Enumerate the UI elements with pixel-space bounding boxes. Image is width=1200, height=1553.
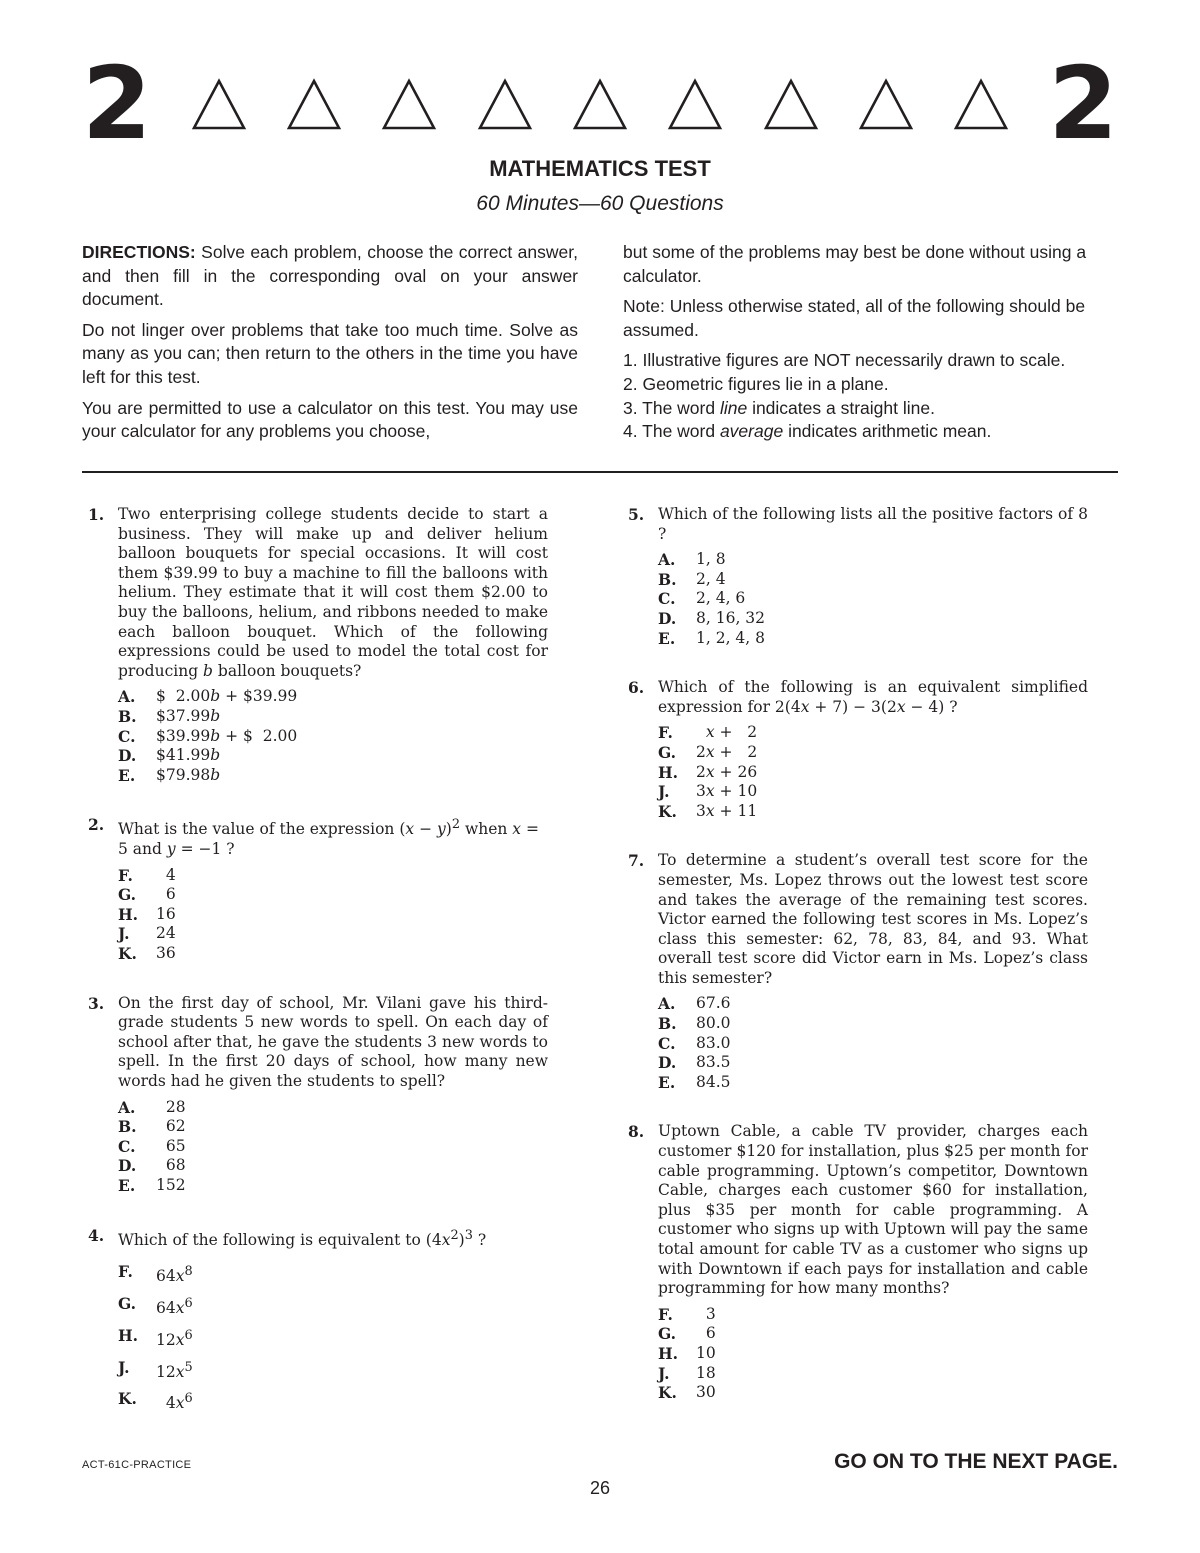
- math-variable: x: [175, 1330, 185, 1349]
- assumption-item: [623, 420, 1119, 444]
- question-text-part: Two enterprising college students decide to start a business. They will make up and deliver helium balloon bouquets for special occasions. It will cost them $39.99 to buy a machine to fill the balloons with helium. They estimate that it will cost them $2.00 to buy the balloons, helium, and ribbons needed to make each balloon bouquet. Which of the following expressions could be used to model the total cost for producing: [118, 505, 548, 680]
- math-variable: x: [896, 697, 906, 716]
- choice-value: [696, 743, 757, 763]
- choice-part: 12: [156, 1330, 176, 1349]
- choice-part: + $39.99: [220, 687, 298, 706]
- math-variable: b: [210, 687, 221, 706]
- answer-choice[interactable]: [118, 727, 548, 747]
- math-exponent: 2: [451, 817, 461, 833]
- question-text: Which of the following lists all the positive factors of 8 ?: [658, 505, 1088, 543]
- answer-choice[interactable]: [658, 629, 1088, 649]
- section-number-left: 2: [82, 45, 152, 162]
- question-number: 6.: [628, 678, 645, 698]
- question-text: [118, 505, 548, 681]
- choice-label: J.: [658, 1363, 670, 1383]
- choice-value: 2, 4: [696, 569, 726, 588]
- choice-value: 18: [696, 1363, 716, 1382]
- directions-text-1: Solve each problem, choose the correct answer, and then fill in the corresponding oval on your answer document.: [82, 242, 578, 310]
- answer-choice[interactable]: [118, 905, 548, 925]
- answer-choice[interactable]: [118, 1098, 548, 1118]
- triangle-icon: [953, 76, 1009, 132]
- choice-value: 36: [156, 944, 176, 963]
- assumption-emphasis: line: [719, 397, 748, 418]
- answer-choice[interactable]: [118, 1294, 548, 1319]
- answer-choice[interactable]: [658, 1014, 1088, 1034]
- choice-label: E.: [118, 765, 136, 785]
- choice-label: F.: [118, 1262, 133, 1282]
- choice-value: 67.6: [696, 994, 731, 1013]
- question-2: [88, 815, 548, 963]
- choice-label: K.: [658, 801, 677, 821]
- choice-part: 2: [696, 742, 706, 761]
- section-banner: [82, 45, 1118, 162]
- choice-value: [156, 687, 297, 707]
- answer-choice[interactable]: [118, 1156, 548, 1176]
- math-variable: b: [210, 706, 221, 725]
- question-text-part: −: [414, 820, 437, 839]
- questions-left-column: [88, 505, 548, 1444]
- question-text: [118, 1226, 548, 1251]
- assumption-item: [623, 397, 1119, 421]
- choice-value: 8, 16, 32: [696, 608, 766, 627]
- question-text-part: balloon bouquets?: [212, 661, 362, 680]
- choice-value: 10: [696, 1343, 716, 1362]
- answer-choice[interactable]: [118, 1137, 548, 1157]
- choice-value: [696, 763, 757, 783]
- answer-choice[interactable]: [118, 1262, 548, 1287]
- math-variable: x: [441, 1230, 451, 1249]
- choice-value: [156, 1294, 193, 1319]
- answer-choice[interactable]: [118, 1389, 548, 1414]
- question-number: 8.: [628, 1122, 645, 1142]
- choice-value: [156, 707, 220, 727]
- go-on-instruction: GO ON TO THE NEXT PAGE.: [834, 1450, 1118, 1473]
- choice-label: J.: [118, 1357, 130, 1377]
- directions-right: [623, 241, 1119, 444]
- choice-label: C.: [658, 1033, 676, 1053]
- choice-part: 2: [696, 762, 706, 781]
- answer-choice[interactable]: [118, 1326, 548, 1351]
- math-variable: x: [705, 801, 715, 820]
- choice-part: + 2: [714, 723, 758, 742]
- choice-label: H.: [118, 1325, 139, 1345]
- question-3: [88, 994, 548, 1196]
- choice-value: 152: [156, 1175, 186, 1194]
- choice-label: B.: [658, 1014, 677, 1034]
- choice-label: K.: [658, 1383, 677, 1403]
- choice-label: K.: [118, 944, 137, 964]
- answer-choice[interactable]: [658, 589, 1088, 609]
- choice-part: [696, 723, 706, 741]
- math-variable: y: [166, 840, 176, 859]
- choice-label: A.: [658, 994, 676, 1014]
- directions-left: [82, 241, 578, 451]
- question-text-part: ): [458, 1230, 465, 1249]
- question-text-part: ?: [472, 1230, 487, 1249]
- triangle-icon: [858, 76, 914, 132]
- question-text-part: Which of the following is equivalent to (4: [118, 1230, 442, 1249]
- triangle-icon: [763, 76, 819, 132]
- question-8: [628, 1122, 1088, 1402]
- choice-label: E.: [118, 1175, 136, 1195]
- directions-paragraph-3: You are permitted to use a calculator on this test. You may use your calculator for any problems you choose,: [82, 397, 578, 442]
- choice-value: 65: [156, 1136, 186, 1155]
- question-text-part: + 7) − 3(2: [809, 697, 897, 716]
- answer-choice[interactable]: [118, 866, 548, 886]
- questions-right-column: [628, 505, 1088, 1433]
- choice-part: + $ 2.00: [220, 726, 298, 745]
- question-text: To determine a student’s overall test score for the semester, Ms. Lopez throws out the lowest test score and takes the average of the remaining test scores. Victor earned the following test scores in Ms. Lopez’s class this semester: 62, 78, 83, 84, and 93. What overall test score did Victor earn in Ms. Lopez’s class this semester?: [658, 851, 1088, 987]
- choice-part: 12: [156, 1362, 176, 1381]
- choice-label: F.: [118, 865, 133, 885]
- answer-choices: [118, 1262, 548, 1414]
- answer-choice[interactable]: [658, 1383, 1088, 1403]
- question-1: [88, 505, 548, 785]
- question-number: 1.: [88, 505, 105, 524]
- triangle-icon: [667, 76, 723, 132]
- directions-label: DIRECTIONS:: [82, 242, 196, 262]
- math-exponent: 6: [184, 1391, 193, 1407]
- question-text-part: What is the value of the expression (: [118, 820, 406, 839]
- choice-label: J.: [658, 782, 670, 802]
- answer-choice[interactable]: [658, 782, 1088, 802]
- assumption-item: 2. Geometric figures lie in a plane.: [623, 373, 889, 394]
- choice-label: H.: [118, 904, 139, 924]
- question-text-part: = 5 and: [118, 820, 539, 859]
- choice-value: 4: [156, 865, 176, 884]
- choice-value: 6: [156, 885, 176, 904]
- question-6: [628, 678, 1088, 821]
- assumption-text: indicates arithmetic mean.: [783, 421, 992, 442]
- assumption-emphasis: average: [719, 421, 784, 442]
- answer-choice[interactable]: [658, 609, 1088, 629]
- choice-part: + 2: [714, 742, 758, 761]
- choice-value: 28: [156, 1097, 186, 1116]
- choice-label: J.: [118, 924, 130, 944]
- math-variable: x: [175, 1267, 185, 1286]
- math-variable: x: [512, 820, 522, 839]
- triangle-icon: [477, 76, 533, 132]
- math-exponent: 6: [184, 1327, 193, 1343]
- math-variable: b: [210, 746, 221, 765]
- choice-label: A.: [118, 687, 136, 707]
- choice-label: G.: [118, 1294, 137, 1314]
- triangle-icon: [191, 76, 247, 132]
- assumption-text: 4. The word: [623, 421, 720, 442]
- math-exponent: 3: [464, 1227, 473, 1243]
- choice-label: B.: [118, 706, 137, 726]
- question-number: 3.: [88, 993, 105, 1013]
- test-subtitle: 60 Minutes—60 Questions: [476, 192, 724, 215]
- answer-choices: [118, 866, 548, 964]
- choice-value: 80.0: [696, 1014, 731, 1033]
- choice-label: A.: [658, 550, 676, 570]
- answer-choices: [658, 723, 1088, 821]
- answer-choice[interactable]: [658, 994, 1088, 1014]
- math-variable: x: [405, 820, 415, 839]
- question-text: On the first day of school, Mr. Vilani gave his third-grade students 5 new words to spell. On each day of school after that, he gave the students 3 new words to spell. In the first 20 days of school, how many new words had he given the students to spell?: [118, 993, 548, 1090]
- math-exponent: 8: [184, 1264, 193, 1280]
- assumptions-list: [623, 349, 1119, 443]
- math-variable: x: [705, 723, 715, 742]
- choice-label: A.: [118, 1097, 136, 1117]
- choice-value: [156, 727, 297, 747]
- question-text-part: when: [460, 820, 513, 839]
- choice-label: G.: [658, 742, 677, 762]
- choice-value: 2, 4, 6: [696, 589, 746, 608]
- section-divider: [82, 471, 1118, 473]
- directions-paragraph-1: [82, 241, 578, 312]
- choice-part: + 11: [714, 801, 758, 820]
- math-variable: x: [800, 697, 810, 716]
- math-variable: b: [210, 726, 221, 745]
- choice-value: 3: [696, 1304, 716, 1323]
- assumption-text: 3. The word: [623, 397, 720, 418]
- answer-choice[interactable]: [658, 1034, 1088, 1054]
- math-exponent: 5: [184, 1359, 193, 1375]
- answer-choice[interactable]: [118, 707, 548, 727]
- answer-choice[interactable]: [658, 1053, 1088, 1073]
- choice-part: 64: [156, 1299, 176, 1318]
- choice-part: $39.99: [156, 726, 211, 745]
- answer-choice[interactable]: [658, 550, 1088, 570]
- answer-choice[interactable]: [118, 885, 548, 905]
- choice-value: 1, 2, 4, 8: [696, 628, 766, 647]
- math-variable: x: [175, 1362, 185, 1381]
- choice-value: 84.5: [696, 1072, 731, 1091]
- question-text: [658, 678, 1088, 717]
- math-variable: x: [705, 782, 715, 801]
- choice-part: 4: [156, 1394, 176, 1413]
- math-variable: b: [203, 661, 213, 680]
- choice-label: H.: [658, 1343, 679, 1363]
- choice-part: $ 2.00: [156, 687, 211, 706]
- answer-choice[interactable]: [118, 746, 548, 766]
- answer-choice[interactable]: [118, 944, 548, 964]
- math-variable: x: [705, 762, 715, 781]
- choice-value: 83.5: [696, 1053, 731, 1072]
- answer-choice[interactable]: [658, 1324, 1088, 1344]
- answer-choice[interactable]: [118, 924, 548, 944]
- question-text: Uptown Cable, a cable TV provider, charges each customer $120 for installation, plus $25 per month for cable programming. Uptown’s competitor, Downtown Cable, charges each customer $60 for installation, plus $35 per month for cable programming. A customer who signs up with Uptown will pay the same total amount for cable TV as a customer who signs up with Downtown if each pays for installation and cable programming for how many months?: [658, 1122, 1088, 1298]
- choice-value: [156, 746, 220, 766]
- choice-value: [156, 1389, 193, 1414]
- directions-note: Note: Unless otherwise stated, all of the following should be assumed.: [623, 296, 1086, 340]
- question-text-part: = −1 ?: [175, 840, 235, 859]
- triangle-icon: [381, 76, 437, 132]
- choice-label: F.: [658, 1304, 673, 1324]
- section-number-right: 2: [1048, 45, 1118, 162]
- question-text-part: ): [445, 820, 452, 839]
- choice-value: [696, 723, 757, 743]
- answer-choice[interactable]: [658, 1344, 1088, 1364]
- choice-value: 16: [156, 904, 176, 923]
- question-text: [118, 815, 548, 859]
- math-variable: x: [175, 1299, 185, 1318]
- choice-label: G.: [118, 885, 137, 905]
- answer-choice[interactable]: [118, 687, 548, 707]
- choice-part: 3: [696, 801, 706, 820]
- answer-choices: [658, 550, 1088, 648]
- answer-choice[interactable]: [118, 1358, 548, 1383]
- answer-choice[interactable]: [658, 570, 1088, 590]
- choice-part: + 10: [714, 782, 758, 801]
- test-title: MATHEMATICS TEST: [489, 156, 711, 181]
- triangle-icon: [572, 76, 628, 132]
- choice-part: $79.98: [156, 765, 211, 784]
- choice-value: [156, 1358, 193, 1383]
- math-variable: b: [210, 765, 221, 784]
- assumption-text: indicates a straight line.: [747, 397, 935, 418]
- answer-choices: [658, 1305, 1088, 1403]
- choice-label: G.: [658, 1324, 677, 1344]
- answer-choice[interactable]: [658, 743, 1088, 763]
- answer-choice[interactable]: [658, 802, 1088, 822]
- answer-choice[interactable]: [658, 723, 1088, 743]
- choice-label: C.: [118, 1136, 136, 1156]
- choice-label: B.: [118, 1117, 137, 1137]
- choice-label: D.: [658, 1053, 677, 1073]
- choice-value: [696, 802, 757, 822]
- answer-choices: [658, 994, 1088, 1092]
- answer-choice[interactable]: [118, 1117, 548, 1137]
- choice-label: B.: [658, 569, 677, 589]
- directions-paragraph-3-continued: but some of the problems may best be done without using a calculator.: [623, 242, 1087, 286]
- choice-value: 6: [696, 1324, 716, 1343]
- choice-part: $37.99: [156, 706, 211, 725]
- choice-part: $41.99: [156, 746, 211, 765]
- choice-label: C.: [118, 726, 136, 746]
- question-7: [628, 851, 1088, 1092]
- choice-value: [156, 1326, 193, 1351]
- choice-label: E.: [658, 628, 676, 648]
- directions-paragraph-2: Do not linger over problems that take too much time. Solve as many as you can; then return to the others in the time you have left for this test.: [82, 319, 578, 387]
- choice-label: K.: [118, 1389, 137, 1409]
- page-number: 26: [589, 1478, 611, 1498]
- answer-choices: [118, 1098, 548, 1196]
- answer-choice[interactable]: [658, 763, 1088, 783]
- question-text-part: Which of the following is an equivalent simplified expression for 2(4: [658, 678, 1088, 716]
- math-variable: x: [175, 1394, 185, 1413]
- choice-label: H.: [658, 762, 679, 782]
- choice-value: 30: [696, 1383, 716, 1402]
- choice-value: 1, 8: [696, 550, 726, 569]
- math-exponent: 2: [450, 1227, 459, 1243]
- answer-choice[interactable]: [658, 1364, 1088, 1384]
- choice-label: F.: [658, 723, 673, 743]
- question-number: 2.: [88, 815, 105, 835]
- question-number: 4.: [88, 1225, 105, 1245]
- choice-label: D.: [118, 746, 137, 766]
- choice-label: D.: [118, 1156, 137, 1176]
- question-5: [628, 505, 1088, 648]
- choice-label: C.: [658, 589, 676, 609]
- choice-label: E.: [658, 1072, 676, 1092]
- choice-value: [156, 1262, 193, 1287]
- choice-value: 62: [156, 1117, 186, 1136]
- answer-choice[interactable]: [118, 1176, 548, 1196]
- choice-value: 83.0: [696, 1033, 731, 1052]
- choice-value: [156, 766, 220, 786]
- choice-value: 24: [156, 924, 176, 943]
- form-code: ACT-61C-PRACTICE: [82, 1459, 192, 1471]
- choice-part: + 26: [714, 762, 758, 781]
- answer-choice[interactable]: [118, 766, 548, 786]
- choice-label: D.: [658, 608, 677, 628]
- choice-value: 68: [156, 1156, 186, 1175]
- triangle-icon: [286, 76, 342, 132]
- math-variable: x: [705, 742, 715, 761]
- answer-choice[interactable]: [658, 1073, 1088, 1093]
- answer-choices: [118, 687, 548, 785]
- question-text-part: − 4) ?: [905, 697, 958, 716]
- math-variable: y: [436, 820, 446, 839]
- choice-part: 3: [696, 782, 706, 801]
- question-4: [88, 1226, 548, 1415]
- question-number: 7.: [628, 851, 645, 871]
- answer-choice[interactable]: [658, 1305, 1088, 1325]
- assumption-item: 1. Illustrative figures are NOT necessarily drawn to scale.: [623, 350, 1066, 371]
- choice-value: [696, 782, 757, 802]
- choice-part: 64: [156, 1267, 176, 1286]
- math-exponent: 6: [184, 1296, 193, 1312]
- question-number: 5.: [628, 505, 645, 524]
